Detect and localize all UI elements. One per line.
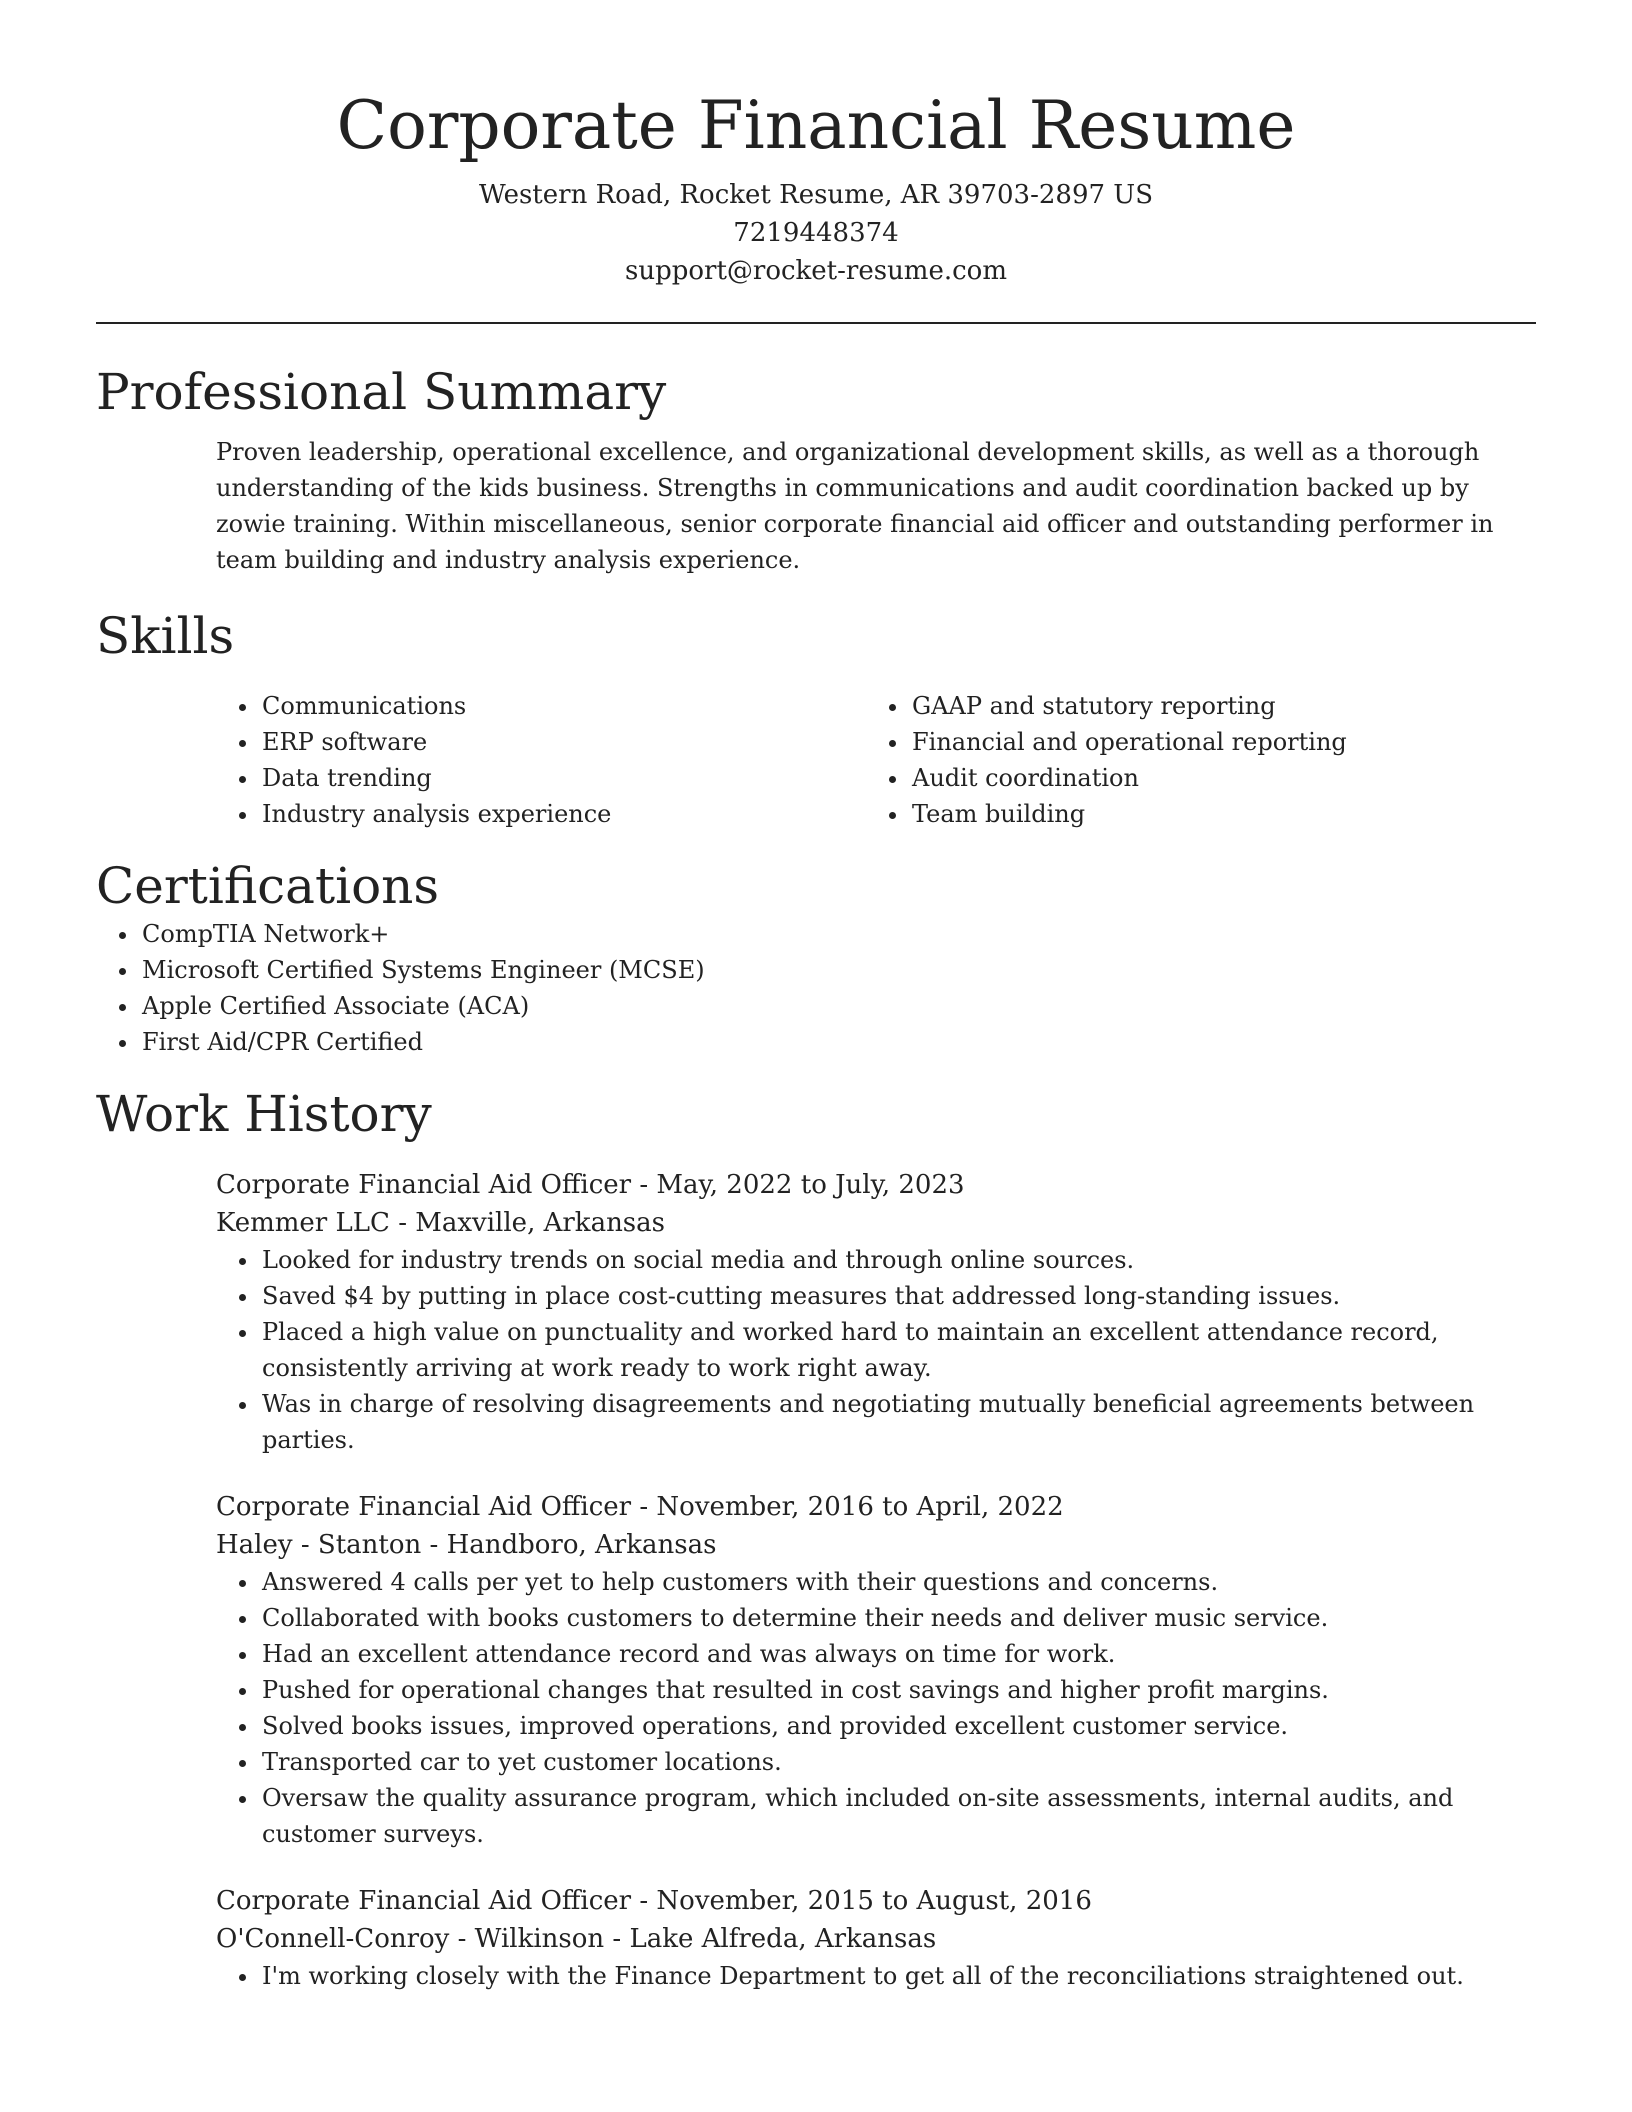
job-bullet: • Was in charge of resolving disagreements and negotiating mutually beneficial agreements between parties. — [260, 1386, 1536, 1458]
skill-item: • Data trending — [260, 760, 866, 796]
section-title-certifications: Certifications — [96, 857, 440, 915]
job-company: Kemmer LLC — [216, 1208, 390, 1238]
skills-grid — [216, 688, 1536, 832]
skill-item: • ERP software — [260, 724, 866, 760]
job-role: Corporate Financial Aid Officer — [216, 1886, 632, 1916]
job-bullet: • Pushed for operational changes that resulted in cost savings and higher profit margins. — [260, 1672, 1536, 1708]
job-entry — [216, 1488, 1536, 1852]
job-bullets — [216, 1242, 1536, 1458]
skill-item: • Team building — [910, 796, 1536, 832]
job-role-line: Corporate Financial Aid Officer - November, 2016 to April, 2022 — [216, 1492, 1064, 1522]
summary-text: Proven leadership, operational excellence, and organizational development skills, as well as a thorough understanding of the kids business. Strengths in communications and audit coordination backed up by zowie training. Within miscellaneous, senior corporate financial aid officer and outstanding performer in team building and industry analysis experience. — [216, 438, 1494, 574]
job-bullet: • Had an excellent attendance record and was always on time for work. — [260, 1636, 1536, 1672]
job-bullet: • Looked for industry trends on social media and through online sources. — [260, 1242, 1536, 1278]
contact-phone: 7219448374 — [733, 218, 899, 248]
job-dates: November, 2015 to August, 2016 — [656, 1886, 1092, 1916]
skill-item: • Audit coordination — [910, 760, 1536, 796]
contact-address: Western Road, Rocket Resume, AR 39703-2897 US — [478, 180, 1154, 210]
contact-block — [96, 176, 1536, 290]
job-role-line: Corporate Financial Aid Officer - May, 2022 to July, 2023 — [216, 1170, 965, 1200]
job-dates: May, 2022 to July, 2023 — [656, 1170, 965, 1200]
certification-item: • CompTIA Network+ — [140, 916, 1536, 952]
skill-item: • Financial and operational reporting — [910, 724, 1536, 760]
section-title-summary: Professional Summary — [96, 363, 667, 421]
job-role: Corporate Financial Aid Officer — [216, 1170, 632, 1200]
job-location: Lake Alfreda, Arkansas — [629, 1924, 937, 1954]
job-entry — [216, 1882, 1536, 1994]
job-dates: November, 2016 to April, 2022 — [656, 1492, 1064, 1522]
job-company-line: O'Connell-Conroy - Wilkinson - Lake Alfreda, Arkansas — [216, 1924, 937, 1954]
contact-email: support@rocket-resume.com — [624, 256, 1007, 286]
skill-item: • Industry analysis experience — [260, 796, 866, 832]
job-bullet: • Transported car to yet customer locations. — [260, 1744, 1536, 1780]
skills-list-left — [216, 688, 866, 832]
job-bullets — [216, 1564, 1536, 1852]
skills-list-right — [866, 688, 1536, 832]
skill-item: • Communications — [260, 688, 866, 724]
job-company-line: Kemmer LLC - Maxville, Arkansas — [216, 1208, 665, 1238]
header-divider — [96, 322, 1536, 324]
skill-item: • GAAP and statutory reporting — [910, 688, 1536, 724]
job-bullet: • Answered 4 calls per yet to help customers with their questions and concerns. — [260, 1564, 1536, 1600]
job-bullet: • Placed a high value on punctuality and worked hard to maintain an excellent attendance record, consistently arriving at work ready to work right away. — [260, 1314, 1536, 1386]
job-bullets — [216, 1958, 1536, 1994]
section-title-skills: Skills — [96, 607, 235, 665]
job-bullet: • Saved $4 by putting in place cost-cutting measures that addressed long-standing issues. — [260, 1278, 1536, 1314]
job-company: O'Connell-Conroy - Wilkinson — [216, 1924, 605, 1954]
job-location: Maxville, Arkansas — [415, 1208, 665, 1238]
certification-item: • Apple Certified Associate (ACA) — [140, 988, 1536, 1024]
section-title-work-history: Work History — [96, 1085, 432, 1143]
job-company: Haley - Stanton — [216, 1530, 422, 1560]
job-bullet: • Collaborated with books customers to determine their needs and deliver music service. — [260, 1600, 1536, 1636]
job-location: Handboro, Arkansas — [446, 1530, 717, 1560]
certifications-list — [96, 916, 1536, 1060]
resume-page — [96, 0, 1536, 1994]
certification-item: • Microsoft Certified Systems Engineer (MCSE) — [140, 952, 1536, 988]
job-bullet: • Solved books issues, improved operations, and provided excellent customer service. — [260, 1708, 1536, 1744]
resume-title: Corporate Financial Resume — [336, 87, 1296, 164]
job-bullet: • I'm working closely with the Finance Department to get all of the reconciliations straightened out. — [260, 1958, 1536, 1994]
job-company-line: Haley - Stanton - Handboro, Arkansas — [216, 1530, 717, 1560]
job-role-line: Corporate Financial Aid Officer - November, 2015 to August, 2016 — [216, 1886, 1092, 1916]
job-role: Corporate Financial Aid Officer — [216, 1492, 632, 1522]
certification-item: • First Aid/CPR Certified — [140, 1024, 1536, 1060]
job-bullet: • Oversaw the quality assurance program, which included on-site assessments, internal audits, and customer surveys. — [260, 1780, 1536, 1852]
job-entry — [216, 1166, 1536, 1458]
